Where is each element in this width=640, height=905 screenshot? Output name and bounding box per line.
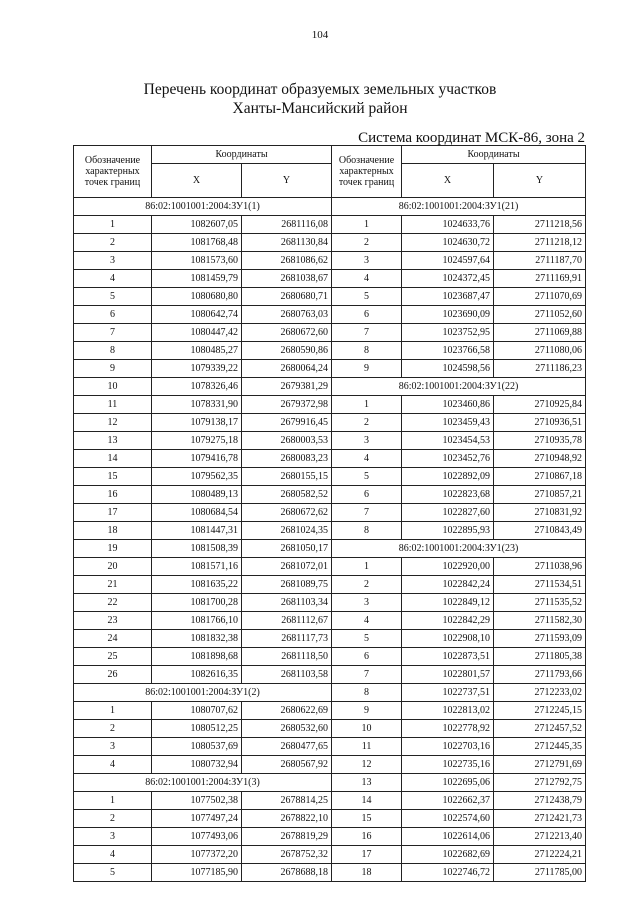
- page-number: 104: [311, 29, 329, 41]
- coordinate-y: 2711593,09: [494, 630, 586, 648]
- coordinate-y: 2681117,73: [242, 630, 332, 648]
- point-number: 9: [332, 702, 402, 720]
- coordinate-x: 1022823,68: [402, 486, 494, 504]
- coordinate-y: 2711218,12: [494, 234, 586, 252]
- point-number: 11: [74, 396, 152, 414]
- point-number: 2: [332, 414, 402, 432]
- coordinate-x: 1081832,38: [152, 630, 242, 648]
- point-number: 5: [74, 288, 152, 306]
- coordinate-x: 1022842,24: [402, 576, 494, 594]
- point-number: 14: [332, 792, 402, 810]
- coordinate-y: 2711805,38: [494, 648, 586, 666]
- point-number: 16: [74, 486, 152, 504]
- coordinate-x: 1081766,10: [152, 612, 242, 630]
- coordinate-x: 1022895,93: [402, 522, 494, 540]
- point-number: 1: [74, 216, 152, 234]
- point-number: 17: [74, 504, 152, 522]
- coordinate-x: 1077185,90: [152, 864, 242, 882]
- point-number: 6: [332, 486, 402, 504]
- coordinate-x: 1080512,25: [152, 720, 242, 738]
- coordinate-x: 1080680,80: [152, 288, 242, 306]
- point-number: 10: [332, 720, 402, 738]
- coordinate-y: 2711785,00: [494, 864, 586, 882]
- point-number: 1: [332, 396, 402, 414]
- coordinate-x: 1022614,06: [402, 828, 494, 846]
- coordinate-x: 1080707,62: [152, 702, 242, 720]
- table-row: [74, 288, 586, 306]
- title-line-2: Ханты-Мансийский район: [232, 100, 408, 117]
- table-row: [74, 252, 586, 270]
- coordinate-x: 1022662,37: [402, 792, 494, 810]
- point-number: 12: [332, 756, 402, 774]
- coordinate-y: 2678819,29: [242, 828, 332, 846]
- table-row: [74, 756, 586, 774]
- table-row: [74, 702, 586, 720]
- coordinate-x: 1023459,43: [402, 414, 494, 432]
- coordinate-y: 2710857,21: [494, 486, 586, 504]
- header-row-1: [74, 146, 586, 164]
- coordinate-y: 2710843,49: [494, 522, 586, 540]
- coordinate-y: 2711534,51: [494, 576, 586, 594]
- coordinate-x: 1080684,54: [152, 504, 242, 522]
- coordinate-x: 1022746,72: [402, 864, 494, 882]
- table-row: [74, 630, 586, 648]
- coordinate-x: 1022695,06: [402, 774, 494, 792]
- coordinate-x: 1023687,47: [402, 288, 494, 306]
- coordinate-x: 1077497,24: [152, 810, 242, 828]
- table-row: [74, 594, 586, 612]
- coordinate-y: 2680477,65: [242, 738, 332, 756]
- coordinate-y: 2711080,06: [494, 342, 586, 360]
- coordinate-y: 2710831,92: [494, 504, 586, 522]
- coordinate-y: 2710867,18: [494, 468, 586, 486]
- point-number: 2: [74, 720, 152, 738]
- coordinate-y: 2681038,67: [242, 270, 332, 288]
- point-number: 4: [74, 846, 152, 864]
- table-row: [74, 828, 586, 846]
- point-number: 5: [332, 468, 402, 486]
- table-row: [74, 612, 586, 630]
- point-number: 14: [74, 450, 152, 468]
- coordinate-x: 1022827,60: [402, 504, 494, 522]
- coordinate-y: 2711187,70: [494, 252, 586, 270]
- table-row: [74, 414, 586, 432]
- coordinate-x: 1022778,92: [402, 720, 494, 738]
- point-number: 8: [332, 342, 402, 360]
- coordinate-y: 2711038,96: [494, 558, 586, 576]
- coordinate-x: 1078331,90: [152, 396, 242, 414]
- coordinate-x: 1022842,29: [402, 612, 494, 630]
- table-row: [74, 738, 586, 756]
- coordinate-y: 2711052,60: [494, 306, 586, 324]
- point-number: 25: [74, 648, 152, 666]
- point-number: 26: [74, 666, 152, 684]
- coordinate-y: 2679916,45: [242, 414, 332, 432]
- header-coordinates-right: Координаты: [402, 146, 586, 164]
- coordinate-x: 1081898,68: [152, 648, 242, 666]
- header-x-left: X: [152, 164, 242, 198]
- coordinate-y: 2678752,32: [242, 846, 332, 864]
- coordinate-y: 2680155,15: [242, 468, 332, 486]
- point-number: 15: [332, 810, 402, 828]
- coordinate-x: 1022703,16: [402, 738, 494, 756]
- table-row: [74, 504, 586, 522]
- parcel-group-header: 86:02:1001001:2004:ЗУ1(22): [332, 378, 586, 396]
- coordinate-x: 1079339,22: [152, 360, 242, 378]
- coordinate-y: 2712233,02: [494, 684, 586, 702]
- table-row: [74, 720, 586, 738]
- coordinate-y: 2680680,71: [242, 288, 332, 306]
- coordinate-x: 1079275,18: [152, 432, 242, 450]
- point-number: 7: [332, 504, 402, 522]
- point-number: 22: [74, 594, 152, 612]
- coordinate-y: 2680622,69: [242, 702, 332, 720]
- point-number: 9: [332, 360, 402, 378]
- coordinate-y: 2712438,79: [494, 792, 586, 810]
- parcel-group-header: 86:02:1001001:2004:ЗУ1(1): [74, 198, 332, 216]
- header-coordinates-left: Координаты: [152, 146, 332, 164]
- coordinate-x: 1081573,60: [152, 252, 242, 270]
- coordinate-y: 2681103,34: [242, 594, 332, 612]
- coordinate-x: 1078326,46: [152, 378, 242, 396]
- table-row: [74, 234, 586, 252]
- table-row: [74, 450, 586, 468]
- coordinate-x: 1022682,69: [402, 846, 494, 864]
- coordinate-system-label: Система координат МСК-86, зона 2: [358, 130, 585, 146]
- coordinate-y: 2711186,23: [494, 360, 586, 378]
- coordinate-y: 2710935,78: [494, 432, 586, 450]
- point-number: 2: [332, 576, 402, 594]
- coordinate-x: 1079562,35: [152, 468, 242, 486]
- table-row: [74, 360, 586, 378]
- point-number: 17: [332, 846, 402, 864]
- coordinate-y: 2712213,40: [494, 828, 586, 846]
- point-number: 19: [74, 540, 152, 558]
- point-number: 4: [332, 450, 402, 468]
- coordinate-x: 1080537,69: [152, 738, 242, 756]
- coordinate-x: 1023690,09: [402, 306, 494, 324]
- coordinate-x: 1080642,74: [152, 306, 242, 324]
- coordinate-y: 2680003,53: [242, 432, 332, 450]
- point-number: 23: [74, 612, 152, 630]
- coordinate-y: 2681024,35: [242, 522, 332, 540]
- table-row: [74, 216, 586, 234]
- table-row: [74, 864, 586, 882]
- point-number: 3: [74, 252, 152, 270]
- coordinate-x: 1022908,10: [402, 630, 494, 648]
- point-number: 4: [74, 756, 152, 774]
- point-number: 6: [332, 648, 402, 666]
- point-number: 13: [332, 774, 402, 792]
- point-number: 12: [74, 414, 152, 432]
- table-row: [74, 576, 586, 594]
- table-row: [74, 342, 586, 360]
- coordinate-y: 2712791,69: [494, 756, 586, 774]
- coordinate-y: 2712245,15: [494, 702, 586, 720]
- point-number: 7: [332, 324, 402, 342]
- coordinate-y: 2711793,66: [494, 666, 586, 684]
- point-number: 2: [74, 810, 152, 828]
- coordinate-y: 2712421,73: [494, 810, 586, 828]
- coordinate-x: 1081635,22: [152, 576, 242, 594]
- coordinate-y: 2712457,52: [494, 720, 586, 738]
- table-row: [74, 486, 586, 504]
- point-number: 1: [332, 216, 402, 234]
- header-y-left: Y: [242, 164, 332, 198]
- point-number: 3: [74, 828, 152, 846]
- coordinate-x: 1080489,13: [152, 486, 242, 504]
- coordinate-y: 2681050,17: [242, 540, 332, 558]
- point-number: 18: [332, 864, 402, 882]
- coordinate-x: 1077372,20: [152, 846, 242, 864]
- coordinate-x: 1082607,05: [152, 216, 242, 234]
- point-number: 4: [74, 270, 152, 288]
- coordinate-y: 2681112,67: [242, 612, 332, 630]
- coordinate-x: 1022735,16: [402, 756, 494, 774]
- point-number: 16: [332, 828, 402, 846]
- point-number: 6: [332, 306, 402, 324]
- table-row: [74, 270, 586, 288]
- point-number: 8: [332, 522, 402, 540]
- coordinate-y: 2679381,29: [242, 378, 332, 396]
- coordinate-x: 1079416,78: [152, 450, 242, 468]
- coordinate-y: 2680763,03: [242, 306, 332, 324]
- coordinate-x: 1081700,28: [152, 594, 242, 612]
- table-row: [74, 846, 586, 864]
- point-number: 5: [332, 288, 402, 306]
- coordinate-y: 2680590,86: [242, 342, 332, 360]
- table-row: [74, 432, 586, 450]
- table-row: [74, 558, 586, 576]
- coordinate-x: 1022892,09: [402, 468, 494, 486]
- coordinate-x: 1022813,02: [402, 702, 494, 720]
- point-number: 5: [74, 864, 152, 882]
- coordinate-x: 1023766,58: [402, 342, 494, 360]
- table-row: [74, 792, 586, 810]
- coordinate-x: 1022801,57: [402, 666, 494, 684]
- table-row: [74, 684, 586, 702]
- coordinate-x: 1023460,86: [402, 396, 494, 414]
- coordinate-y: 2711582,30: [494, 612, 586, 630]
- parcel-group-header: 86:02:1001001:2004:ЗУ1(2): [74, 684, 332, 702]
- coordinate-y: 2711169,91: [494, 270, 586, 288]
- coordinate-x: 1080732,94: [152, 756, 242, 774]
- point-number: 24: [74, 630, 152, 648]
- table-row: [74, 522, 586, 540]
- point-number: 15: [74, 468, 152, 486]
- coordinate-x: 1024372,45: [402, 270, 494, 288]
- coordinate-y: 2710925,84: [494, 396, 586, 414]
- coordinate-x: 1081508,39: [152, 540, 242, 558]
- coordinate-x: 1077502,38: [152, 792, 242, 810]
- coordinate-y: 2712224,21: [494, 846, 586, 864]
- coordinate-x: 1024597,64: [402, 252, 494, 270]
- coordinate-y: 2680672,60: [242, 324, 332, 342]
- point-number: 18: [74, 522, 152, 540]
- coordinate-x: 1081447,31: [152, 522, 242, 540]
- coordinate-y: 2678822,10: [242, 810, 332, 828]
- point-number: 3: [332, 594, 402, 612]
- title-line-1: Перечень координат образуемых земельных участков: [143, 81, 497, 98]
- coordinate-y: 2680532,60: [242, 720, 332, 738]
- parcel-group-header: 86:02:1001001:2004:ЗУ1(21): [332, 198, 586, 216]
- point-number: 21: [74, 576, 152, 594]
- header-x-right: X: [402, 164, 494, 198]
- parcel-group-header: 86:02:1001001:2004:ЗУ1(23): [332, 540, 586, 558]
- point-number: 2: [332, 234, 402, 252]
- coordinate-y: 2678688,18: [242, 864, 332, 882]
- coordinate-x: 1081571,16: [152, 558, 242, 576]
- coordinate-x: 1081768,48: [152, 234, 242, 252]
- coordinate-x: 1079138,17: [152, 414, 242, 432]
- page-title: [0, 80, 640, 118]
- coordinate-y: 2711218,56: [494, 216, 586, 234]
- coordinate-y: 2681086,62: [242, 252, 332, 270]
- coordinate-x: 1080447,42: [152, 324, 242, 342]
- point-number: 11: [332, 738, 402, 756]
- point-number: 6: [74, 306, 152, 324]
- point-number: 8: [332, 684, 402, 702]
- coordinate-y: 2711070,69: [494, 288, 586, 306]
- table-row: [74, 540, 586, 558]
- table-row: [74, 810, 586, 828]
- point-number: 8: [74, 342, 152, 360]
- point-number: 20: [74, 558, 152, 576]
- table-row: [74, 306, 586, 324]
- point-number: 4: [332, 270, 402, 288]
- point-number: 2: [74, 234, 152, 252]
- coordinate-y: 2681118,50: [242, 648, 332, 666]
- table-row: [74, 396, 586, 414]
- coordinate-y: 2680582,52: [242, 486, 332, 504]
- table-row: [74, 198, 586, 216]
- header-y-right: Y: [494, 164, 586, 198]
- coordinate-x: 1023454,53: [402, 432, 494, 450]
- parcel-group-header: 86:02:1001001:2004:ЗУ1(3): [74, 774, 332, 792]
- coordinate-x: 1023452,76: [402, 450, 494, 468]
- coordinate-x: 1077493,06: [152, 828, 242, 846]
- point-number: 1: [74, 702, 152, 720]
- coordinate-x: 1080485,27: [152, 342, 242, 360]
- point-number: 10: [74, 378, 152, 396]
- coordinate-x: 1022574,60: [402, 810, 494, 828]
- coordinate-y: 2680672,62: [242, 504, 332, 522]
- point-number: 7: [332, 666, 402, 684]
- coordinate-y: 2681072,01: [242, 558, 332, 576]
- point-number: 3: [74, 738, 152, 756]
- coordinate-y: 2680083,23: [242, 450, 332, 468]
- coordinate-x: 1022737,51: [402, 684, 494, 702]
- coordinate-y: 2710936,51: [494, 414, 586, 432]
- table-row: [74, 324, 586, 342]
- point-number: 13: [74, 432, 152, 450]
- point-number: 7: [74, 324, 152, 342]
- coordinate-x: 1082616,35: [152, 666, 242, 684]
- coordinate-y: 2680567,92: [242, 756, 332, 774]
- point-number: 4: [332, 612, 402, 630]
- coordinate-y: 2712792,75: [494, 774, 586, 792]
- coordinate-x: 1024598,56: [402, 360, 494, 378]
- point-number: 5: [332, 630, 402, 648]
- coordinate-x: 1024630,72: [402, 234, 494, 252]
- coordinate-x: 1022873,51: [402, 648, 494, 666]
- coordinate-y: 2678814,25: [242, 792, 332, 810]
- header-designation-left: Обозначение характерных точек границ: [74, 146, 152, 198]
- point-number: 3: [332, 252, 402, 270]
- point-number: 1: [332, 558, 402, 576]
- coordinate-y: 2710948,92: [494, 450, 586, 468]
- coordinate-y: 2681116,08: [242, 216, 332, 234]
- coordinate-y: 2681089,75: [242, 576, 332, 594]
- coordinate-x: 1081459,79: [152, 270, 242, 288]
- coordinate-y: 2711069,88: [494, 324, 586, 342]
- coordinates-table-body: [74, 146, 586, 882]
- table-row: [74, 648, 586, 666]
- coordinate-x: 1022920,00: [402, 558, 494, 576]
- coordinate-y: 2711535,52: [494, 594, 586, 612]
- table-row: [74, 774, 586, 792]
- coordinate-y: 2679372,98: [242, 396, 332, 414]
- coordinate-x: 1024633,76: [402, 216, 494, 234]
- coordinate-x: 1023752,95: [402, 324, 494, 342]
- point-number: 3: [332, 432, 402, 450]
- coordinate-y: 2680064,24: [242, 360, 332, 378]
- coordinate-y: 2681103,58: [242, 666, 332, 684]
- coordinates-table: [73, 145, 586, 882]
- point-number: 9: [74, 360, 152, 378]
- coordinate-y: 2681130,84: [242, 234, 332, 252]
- header-designation-right: Обозначение характерных точек границ: [332, 146, 402, 198]
- table-row: [74, 468, 586, 486]
- coordinate-x: 1022849,12: [402, 594, 494, 612]
- table-row: [74, 666, 586, 684]
- point-number: 1: [74, 792, 152, 810]
- table-row: [74, 378, 586, 396]
- coordinate-y: 2712445,35: [494, 738, 586, 756]
